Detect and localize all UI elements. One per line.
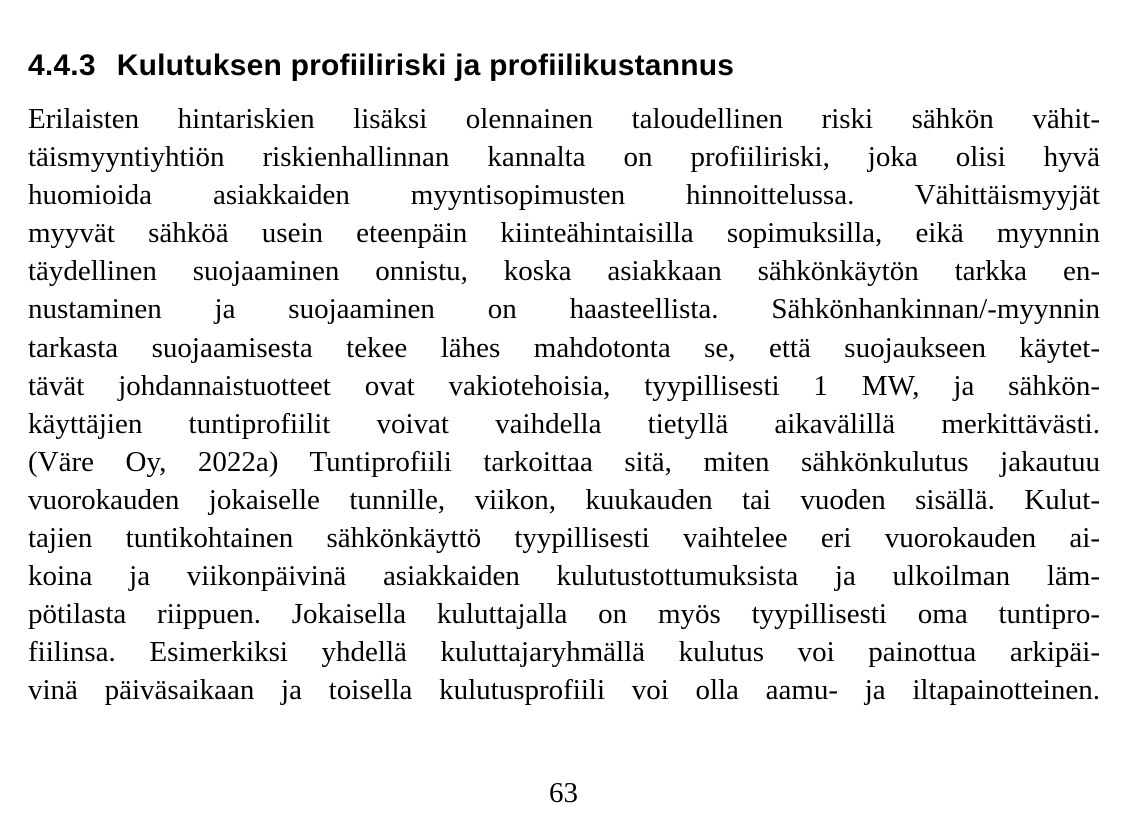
text-line: pötilasta riippuen. Jokaisella kuluttajalla on myös tyypillisesti oma tuntipro- <box>28 598 1100 631</box>
text-line: Erilaisten hintariskien lisäksi olennainen taloudellinen riski sähkön vähit- <box>28 103 1100 135</box>
text-line: (Väre Oy, 2022a) Tuntiprofiili tarkoittaa sitä, miten sähkönkulutus jakautuu <box>28 445 1100 478</box>
section-number: 4.4.3 <box>28 48 96 82</box>
text-line: koina ja viikonpäivinä asiakkaiden kulutustottumuksista ja ulkoilman läm- <box>28 560 1100 593</box>
section-title: Kulutuksen profiiliriski ja profiilikustannus <box>116 48 735 82</box>
page-number: 63 <box>549 777 578 809</box>
text-line: huomioida asiakkaiden myyntisopimusten hinnoittelussa. Vähittäismyyjät <box>28 179 1100 212</box>
text-line: vinä päiväsaikaan ja toisella kulutusprofiili voi olla aamu- ja iltapainotteinen. <box>28 674 1100 707</box>
text-line: vuorokauden jokaiselle tunnille, viikon, kuukauden tai vuoden sisällä. Kulut- <box>28 483 1100 516</box>
text-line: nustaminen ja suojaaminen on haasteellista. Sähkönhankinnan/-myynnin <box>28 293 1100 326</box>
section-heading <box>28 49 734 83</box>
text-line: myyvät sähköä usein eteenpäin kiinteähintaisilla sopimuksilla, eikä myynnin <box>28 217 1100 250</box>
paragraph <box>28 100 1100 710</box>
text-line: täydellinen suojaaminen onnistu, koska asiakkaan sähkönkäytön tarkka en- <box>28 255 1100 288</box>
text-line: täismyyntiyhtiön riskienhallinnan kannalta on profiiliriski, joka olisi hyvä <box>28 141 1100 174</box>
text-line: fiilinsa. Esimerkiksi yhdellä kuluttajaryhmällä kulutus voi painottua arkipäi- <box>28 636 1100 669</box>
text-line: tävät johdannaistuotteet ovat vakiotehoisia, tyypillisesti 1 MW, ja sähkön- <box>28 369 1100 402</box>
page-footer <box>0 777 1127 810</box>
text-line: tajien tuntikohtainen sähkönkäyttö tyypillisesti vaihtelee eri vuorokauden ai- <box>28 522 1100 555</box>
text-line: käyttäjien tuntiprofiilit voivat vaihdella tietyllä aikavälillä merkittävästi. <box>28 407 1100 440</box>
text-line: tarkasta suojaamisesta tekee lähes mahdotonta se, että suojaukseen käytet- <box>28 331 1100 364</box>
